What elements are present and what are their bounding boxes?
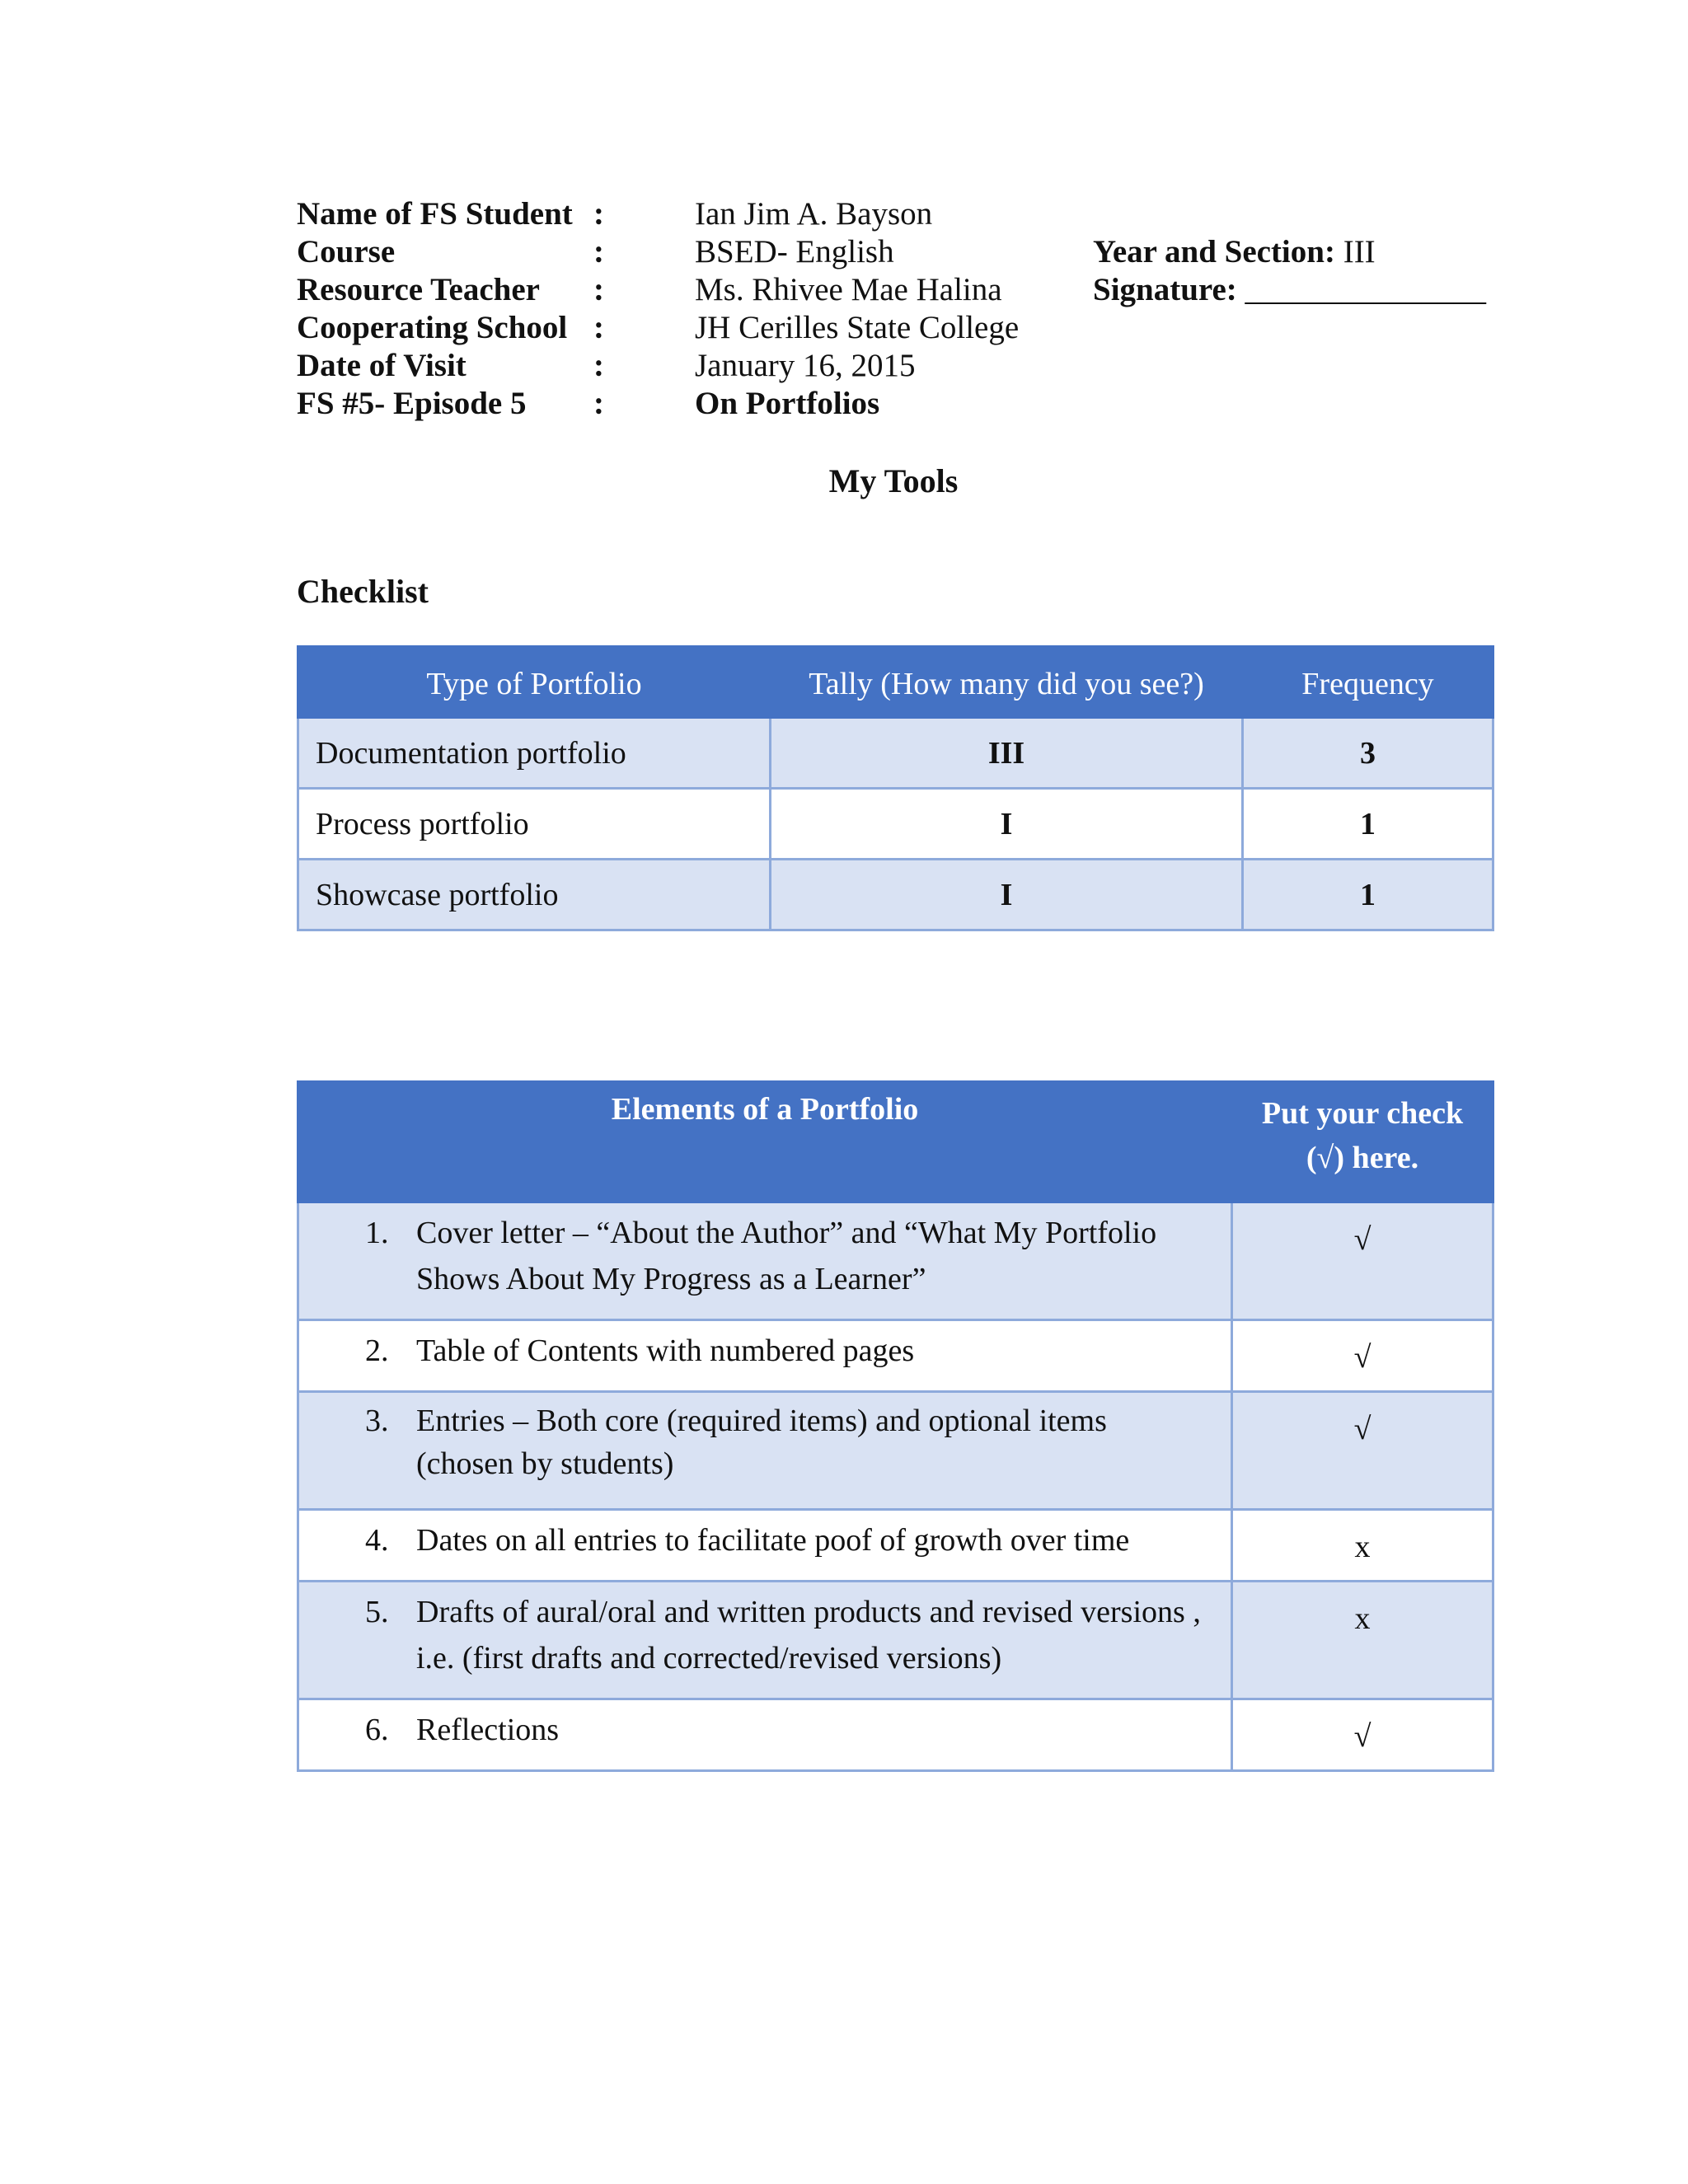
elements-header-row [298, 1082, 1493, 1202]
portfolio-type: Documentation portfolio [298, 718, 771, 789]
header-check-line-1: Put your check [1261, 1096, 1464, 1131]
check-mark: x [1232, 1510, 1493, 1582]
element-cell [298, 1582, 1232, 1699]
item-number: 5. [365, 1595, 389, 1629]
header-frequency: Frequency [1243, 647, 1493, 718]
item-number: 1. [365, 1216, 389, 1250]
element-cell [298, 1202, 1232, 1320]
colon: : [593, 234, 604, 269]
table-row [298, 789, 1493, 860]
header-check-line-2: (√) here. [1306, 1141, 1419, 1175]
item-text: Entries – Both core (required items) and optional items (chosen by students) [416, 1404, 1107, 1481]
portfolio-type: Process portfolio [298, 789, 771, 860]
item-text: Drafts of aural/oral and written products and revised versions , i.e. (first drafts and corrected/revised versions) [416, 1595, 1201, 1675]
signature [1093, 271, 1486, 308]
signature-label: Signature: [1093, 272, 1237, 307]
check-mark: √ [1232, 1392, 1493, 1510]
value-resource-teacher: Ms. Rhivee Mae Halina [695, 272, 1002, 307]
tally-value: I [771, 860, 1243, 930]
year-section-value: III [1343, 234, 1376, 269]
table-row [298, 1510, 1493, 1582]
colon: : [593, 348, 604, 383]
item-number: 4. [365, 1523, 389, 1558]
table-row [298, 1582, 1493, 1699]
table-row [298, 1699, 1493, 1771]
page-title: My Tools [828, 462, 959, 499]
element-cell [298, 1320, 1232, 1392]
colon: : [593, 272, 604, 307]
portfolio-type: Showcase portfolio [298, 860, 771, 930]
check-mark: √ [1232, 1699, 1493, 1771]
student-info [0, 0, 1688, 462]
header-tally: Tally (How many did you see?) [771, 647, 1243, 718]
colon: : [593, 386, 604, 421]
header-check [1232, 1082, 1493, 1202]
check-mark: √ [1232, 1320, 1493, 1392]
header-type-of-portfolio: Type of Portfolio [298, 647, 771, 718]
label-student-name: Name of FS Student [297, 196, 573, 232]
frequency-value: 1 [1243, 789, 1493, 860]
label-date-of-visit: Date of Visit [297, 348, 467, 383]
checklist-heading: Checklist [297, 573, 429, 610]
header-elements: Elements of a Portfolio [298, 1082, 1232, 1202]
colon: : [593, 196, 604, 232]
value-student-name: Ian Jim A. Bayson [695, 196, 933, 232]
item-number: 2. [365, 1333, 389, 1368]
value-date-of-visit: January 16, 2015 [695, 348, 916, 383]
signature-line: _______________ [1245, 272, 1487, 307]
label-cooperating-school: Cooperating School [297, 310, 568, 345]
year-section [1093, 233, 1376, 270]
check-mark: √ [1232, 1202, 1493, 1320]
table-row [298, 718, 1493, 789]
item-number: 6. [365, 1713, 389, 1747]
item-text: Dates on all entries to facilitate poof of growth over time [416, 1523, 1130, 1558]
elements-table [297, 1080, 1494, 1772]
item-number: 3. [365, 1404, 389, 1438]
element-cell [298, 1510, 1232, 1582]
label-course: Course [297, 234, 396, 269]
value-course: BSED- English [695, 234, 894, 269]
table-row [298, 860, 1493, 930]
value-episode: On Portfolios [695, 386, 880, 421]
item-text: Reflections [416, 1713, 560, 1747]
label-resource-teacher: Resource Teacher [297, 272, 540, 307]
element-cell [298, 1392, 1232, 1510]
frequency-value: 1 [1243, 860, 1493, 930]
table-row [298, 1320, 1493, 1392]
checklist-header-row [298, 647, 1493, 718]
tally-value: I [771, 789, 1243, 860]
item-text: Table of Contents with numbered pages [416, 1333, 915, 1368]
table-row [298, 1202, 1493, 1320]
table-row [298, 1392, 1493, 1510]
checklist-table [297, 645, 1494, 931]
label-episode: FS #5- Episode 5 [297, 386, 527, 421]
item-text: Cover letter – “About the Author” and “What My Portfolio Shows About My Progress as a Learner” [416, 1216, 1157, 1296]
tally-value: III [771, 718, 1243, 789]
check-mark: x [1232, 1582, 1493, 1699]
colon: : [593, 310, 604, 345]
year-section-label: Year and Section: [1093, 234, 1335, 269]
value-cooperating-school: JH Cerilles State College [695, 310, 1020, 345]
frequency-value: 3 [1243, 718, 1493, 789]
element-cell [298, 1699, 1232, 1771]
